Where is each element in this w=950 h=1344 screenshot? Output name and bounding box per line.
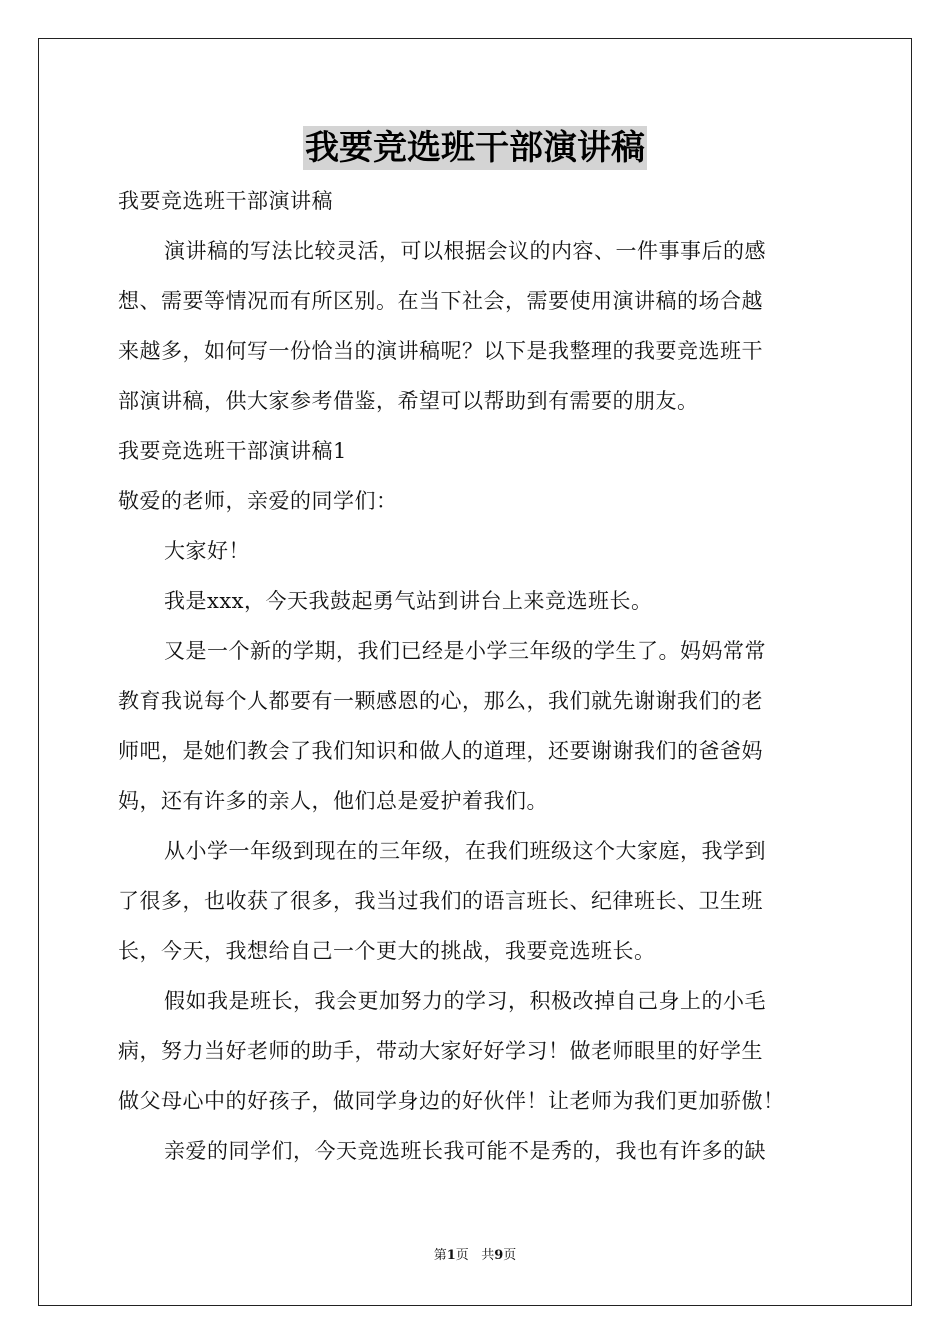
footer-page-prefix: 第	[433, 1248, 447, 1263]
text-line: 亲爱的同学们，今天竞选班长我可能不是秀的，我也有许多的缺	[164, 1139, 766, 1163]
text-line: 我要竞选班干部演讲稿	[118, 189, 333, 213]
text-line: 病，努力当好老师的助手，带动大家好好学习！做老师眼里的好学生	[118, 1039, 763, 1063]
footer-page-suffix: 页	[455, 1248, 469, 1263]
text-line: 演讲稿的写法比较灵活，可以根据会议的内容、一件事事后的感	[164, 239, 766, 263]
footer-page-number: 1	[446, 1248, 456, 1263]
text-line: 假如我是班长，我会更加努力的学习，积极改掉自己身上的小毛	[164, 989, 766, 1013]
text-line: 长，今天，我想给自己一个更大的挑战，我要竞选班长。	[118, 939, 656, 963]
text-line: 来越多，如何写一份恰当的演讲稿呢？以下是我整理的我要竞选班干	[118, 339, 763, 363]
footer-total-suffix: 页	[503, 1248, 517, 1263]
document-title: 我要竞选班干部演讲稿	[305, 128, 645, 168]
page-footer	[0, 1246, 950, 1266]
text-line: 又是一个新的学期，我们已经是小学三年级的学生了。妈妈常常	[164, 639, 766, 663]
text-line: 大家好！	[164, 539, 250, 563]
text-line: 我要竞选班干部演讲稿1	[118, 439, 347, 463]
text-line: 敬爱的老师，亲爱的同学们：	[118, 489, 398, 513]
footer-total-pages: 9	[494, 1248, 504, 1263]
text-line: 我是xxx，今天我鼓起勇气站到讲台上来竞选班长。	[164, 589, 653, 613]
text-line: 从小学一年级到现在的三年级，在我们班级这个大家庭，我学到	[164, 839, 766, 863]
document-body	[118, 176, 834, 1176]
text-line: 做父母心中的好孩子，做同学身边的好伙伴！让老师为我们更加骄傲！	[118, 1089, 785, 1113]
footer-total-prefix: 共	[481, 1248, 495, 1263]
document-title-row	[0, 126, 950, 170]
text-line: 部演讲稿，供大家参考借鉴，希望可以帮助到有需要的朋友。	[118, 389, 699, 413]
text-line: 师吧，是她们教会了我们知识和做人的道理，还要谢谢我们的爸爸妈	[118, 739, 763, 763]
text-line: 教育我说每个人都要有一颗感恩的心，那么，我们就先谢谢我们的老	[118, 689, 763, 713]
text-line: 想、需要等情况而有所区别。在当下社会，需要使用演讲稿的场合越	[118, 289, 763, 313]
text-line: 了很多，也收获了很多，我当过我们的语言班长、纪律班长、卫生班	[118, 889, 763, 913]
text-line: 妈，还有许多的亲人，他们总是爱护着我们。	[118, 789, 548, 813]
